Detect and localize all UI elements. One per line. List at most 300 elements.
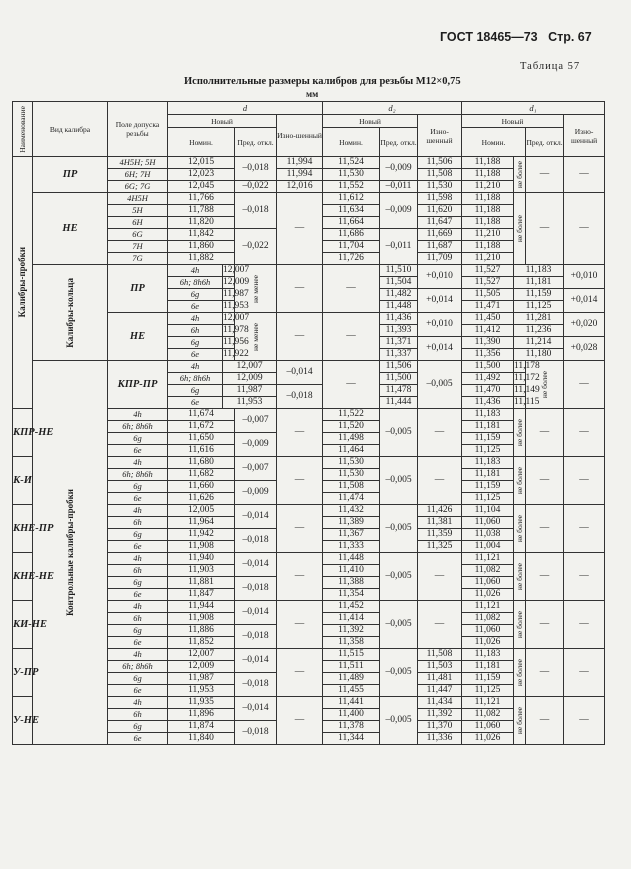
d2-nominal: 11,358: [323, 637, 380, 649]
d1-nominal: 11,026: [462, 637, 514, 649]
header-name-col: Наименование: [13, 102, 33, 157]
d1-deviation: —: [526, 601, 564, 649]
tolerance-field: 6h; 8h6h: [108, 469, 168, 481]
tolerance-field: 4h: [108, 457, 168, 469]
gauge-kind: У-ПР: [13, 649, 33, 697]
d1-nominal: 11,125: [462, 685, 514, 697]
d-nominal: 11,766: [168, 193, 235, 205]
d1-nominal: 11,159: [462, 673, 514, 685]
d-nominal: 12,005: [168, 505, 235, 517]
tolerance-field: 4h: [108, 505, 168, 517]
d1-nominal: 11,060: [462, 517, 514, 529]
d2-nominal: 11,634: [323, 205, 380, 217]
no-more-note: не более: [514, 157, 526, 193]
d1-nominal: 11,172: [514, 373, 540, 383]
d2-nominal: 11,704: [323, 241, 380, 253]
header-d1-dev: Пред. откл.: [526, 128, 564, 157]
d-worn: —: [277, 601, 323, 649]
d1-deviation: —: [526, 193, 564, 265]
d-nominal: 11,882: [168, 253, 235, 265]
d-nominal: 12,015: [168, 157, 235, 169]
d1-nominal: 11,281: [514, 313, 564, 325]
tolerance-field: 6g: [108, 481, 168, 493]
d1-nominal: 11,060: [462, 577, 514, 589]
d1-deviation: —: [526, 553, 564, 601]
d2-deviation: –0,005: [380, 505, 418, 553]
d-nominal: 11,674: [168, 409, 235, 421]
d1-worn: —: [564, 553, 605, 601]
d1-nominal: 11,121: [462, 553, 514, 565]
d-deviation: –0,014: [277, 361, 323, 385]
d-worn: —: [323, 265, 380, 313]
d1-nominal: 11,188: [462, 217, 514, 229]
d2-deviation: –0,005: [380, 601, 418, 649]
d1-worn: —: [564, 457, 605, 505]
d-deviation: –0,018: [235, 577, 277, 601]
d1-nominal: 11,181: [462, 661, 514, 673]
header-d2-dev: Пред. откл.: [380, 128, 418, 157]
d1-nominal: 11,236: [514, 325, 564, 337]
d-nominal: 11,987: [223, 385, 277, 397]
d2-worn: 11,325: [418, 541, 462, 553]
d2-nominal: 11,515: [323, 649, 380, 661]
d1-worn: —: [564, 601, 605, 649]
d1-nominal: 11,181: [514, 277, 564, 289]
d1-deviation: —: [526, 505, 564, 553]
no-more-note: не более: [514, 409, 526, 457]
d-nominal: 11,874: [168, 721, 235, 733]
tolerance-field: 7G: [108, 253, 168, 265]
tolerance-field: 6h; 8h6h: [168, 373, 223, 385]
d2-worn: 11,426: [418, 505, 462, 517]
d1-nominal: 11,188: [462, 157, 514, 169]
d2-nominal: 11,389: [323, 517, 380, 529]
d1-worn: —: [564, 697, 605, 745]
d-nominal: 11,964: [168, 517, 235, 529]
d2-worn: 11,436: [462, 397, 514, 409]
d-nominal: 11,953: [168, 685, 235, 697]
tolerance-field: 6h; 8h6h: [168, 277, 223, 289]
d-deviation: –0,007: [235, 409, 277, 433]
d2-worn: —: [418, 409, 462, 457]
d-nominal: 11,953: [223, 397, 277, 409]
no-more-note: не более: [526, 361, 564, 409]
d2-nominal: 11,612: [323, 193, 380, 205]
d-deviation: –0,014: [235, 553, 277, 577]
d2-worn: 11,527: [462, 265, 514, 277]
d2-worn: 11,508: [418, 649, 462, 661]
d2-worn: 11,412: [462, 325, 514, 337]
d-deviation: –0,022: [235, 181, 277, 193]
d-nominal: 11,987: [223, 289, 249, 299]
d-nominal: 11,942: [168, 529, 235, 541]
d2-nominal: 11,482: [380, 289, 418, 301]
gauge-kind: ПР: [108, 265, 168, 313]
no-more-note: не более: [514, 697, 526, 745]
d2-worn: 11,359: [418, 529, 462, 541]
d-deviation: –0,014: [235, 505, 277, 529]
d-nominal: 11,935: [168, 697, 235, 709]
table-row: [13, 265, 605, 277]
header-d2-worn: Изно-шенный: [418, 115, 462, 157]
no-more-note: не более: [514, 505, 526, 553]
d2-nominal: 11,474: [323, 493, 380, 505]
d2-nominal: 11,441: [323, 697, 380, 709]
d1-worn: —: [564, 157, 605, 193]
d1-nominal: 11,104: [462, 505, 514, 517]
header-d2-new: Новый: [323, 115, 418, 128]
tolerance-field: 6g: [108, 625, 168, 637]
d-deviation: —: [277, 313, 323, 361]
d2-deviation: +0,014: [418, 337, 462, 361]
no-more-note: не более: [514, 553, 526, 601]
d-nominal: 11,672: [168, 421, 235, 433]
d-deviation: –0,007: [235, 457, 277, 481]
d-nominal: 12,007: [223, 265, 250, 275]
page-number: Стр. 67: [548, 30, 592, 44]
tolerance-field: 6e: [108, 685, 168, 697]
d-nominal: 12,007: [223, 361, 277, 373]
tolerance-field: 6h: [108, 565, 168, 577]
gauge-kind: НЕ: [108, 313, 168, 361]
d2-nominal: 11,448: [323, 553, 380, 565]
d-deviation: –0,018: [235, 721, 277, 745]
gauge-kind: КНЕ-ПР: [13, 505, 33, 553]
d1-nominal: 11,082: [462, 709, 514, 721]
table-row: [13, 193, 605, 205]
gauge-kind: НЕ: [33, 193, 108, 265]
tolerance-field: 6h: [108, 517, 168, 529]
d2-nominal: 11,504: [380, 277, 418, 289]
d2-worn: 11,471: [462, 301, 514, 313]
d2-nominal: 11,478: [380, 385, 418, 397]
tolerance-field: 6G; 7G: [108, 181, 168, 193]
no-more-note: не более: [514, 601, 526, 649]
d-worn: —: [277, 697, 323, 745]
d-nominal: 11,650: [168, 433, 235, 445]
d1-nominal: 11,159: [462, 481, 514, 493]
d-nominal: 11,956: [223, 337, 249, 347]
tolerance-field: 6g: [108, 673, 168, 685]
d1-deviation: +0,014: [564, 289, 605, 313]
tolerance-field: 4h: [108, 649, 168, 661]
d2-nominal: 11,522: [323, 409, 380, 421]
tolerance-field: 4h: [108, 601, 168, 613]
d-nominal: 11,682: [168, 469, 235, 481]
d-nominal: 11,953: [223, 301, 249, 311]
group-label: Калибры-пробки: [13, 157, 33, 409]
d2-nominal: 11,530: [323, 457, 380, 469]
d2-nominal: 11,371: [380, 337, 418, 349]
d2-nominal: 11,726: [323, 253, 380, 265]
d2-worn: 11,470: [462, 385, 514, 397]
d2-nominal: 11,367: [323, 529, 380, 541]
no-less-note: не менее: [235, 265, 277, 313]
group-label: Контрольные калибры-пробки: [33, 361, 108, 745]
no-more-note: не более: [514, 457, 526, 505]
d2-nominal: 11,500: [380, 373, 418, 385]
d2-nominal: 11,388: [323, 577, 380, 589]
d1-nominal: 11,181: [462, 469, 514, 481]
gauge-kind: К-И: [13, 457, 33, 505]
gauge-kind: КПР-ПР: [108, 361, 168, 409]
header-d1: d₁: [462, 102, 605, 115]
tolerance-field: 6g: [108, 721, 168, 733]
d2-worn: —: [418, 553, 462, 601]
tolerance-field: 6H; 7H: [108, 169, 168, 181]
d-deviation: –0,018: [235, 673, 277, 697]
d-nominal: 11,852: [168, 637, 235, 649]
header-tol-col: Поле допуска резьбы: [108, 102, 168, 157]
d1-worn: —: [564, 409, 605, 457]
tolerance-field: 6h: [108, 613, 168, 625]
d2-nominal: 11,552: [323, 181, 380, 193]
d-worn: —: [277, 409, 323, 457]
d2-deviation: –0,005: [418, 361, 462, 409]
tolerance-field: 6e: [108, 493, 168, 505]
d-nominal: 11,944: [168, 601, 235, 613]
d-deviation: –0,022: [235, 229, 277, 265]
d2-worn: 11,647: [418, 217, 462, 229]
tolerance-field: 6g: [108, 577, 168, 589]
d1-nominal: 11,125: [462, 445, 514, 457]
d1-deviation: —: [526, 649, 564, 697]
d2-nominal: 11,524: [323, 157, 380, 169]
header-d-nom: Номин.: [168, 128, 235, 157]
tolerance-field: 4h: [168, 361, 223, 373]
d-worn: 11,994: [277, 169, 323, 181]
d1-deviation: —: [526, 157, 564, 193]
d2-nominal: 11,498: [323, 433, 380, 445]
d2-worn: 11,527: [462, 277, 514, 289]
d-nominal: 11,987: [168, 673, 235, 685]
d-deviation: –0,018: [235, 193, 277, 229]
tolerance-field: 6e: [108, 445, 168, 457]
d2-nominal: 11,489: [323, 673, 380, 685]
d2-worn: 11,530: [418, 181, 462, 193]
d-worn: —: [277, 553, 323, 601]
tolerance-field: 4h: [168, 313, 223, 325]
d2-nominal: 11,410: [323, 565, 380, 577]
d1-nominal: 11,004: [462, 541, 514, 553]
d2-worn: 11,336: [418, 733, 462, 745]
doc-number: ГОСТ 18465—73: [440, 30, 538, 44]
d2-worn: 11,434: [418, 697, 462, 709]
gauge-kind: ПР: [33, 157, 108, 193]
d1-nominal: 11,125: [514, 301, 564, 313]
d1-nominal: 11,060: [462, 625, 514, 637]
d2-worn: 11,481: [418, 673, 462, 685]
d1-deviation: —: [526, 409, 564, 457]
d2-worn: 11,620: [418, 205, 462, 217]
d1-nominal: 11,082: [462, 565, 514, 577]
gauge-kind: У-НЕ: [13, 697, 33, 745]
d2-nominal: 11,530: [323, 469, 380, 481]
tolerance-field: 6h; 8h6h: [108, 421, 168, 433]
d1-deviation: —: [526, 697, 564, 745]
d2-deviation: –0,011: [380, 181, 418, 193]
tolerance-field: 4h: [108, 553, 168, 565]
header-d1-nom: Номин.: [462, 128, 526, 157]
d2-nominal: 11,452: [323, 601, 380, 613]
d1-nominal: 11,183: [514, 265, 564, 277]
d-nominal: 11,788: [168, 205, 235, 217]
d1-deviation: +0,010: [564, 265, 605, 289]
gauge-kind: КНЕ-НЕ: [13, 553, 33, 601]
d-worn: —: [277, 457, 323, 505]
d2-worn: 11,392: [418, 709, 462, 721]
d2-worn: 11,503: [418, 661, 462, 673]
d-deviation: –0,009: [235, 433, 277, 457]
d2-nominal: 11,444: [380, 397, 418, 409]
d-deviation: –0,014: [235, 601, 277, 625]
d1-nominal: 11,115: [514, 397, 540, 407]
d2-worn: 11,492: [462, 373, 514, 385]
gauge-kind: КПР-НЕ: [13, 409, 33, 457]
tolerance-field: 6g: [108, 433, 168, 445]
d2-worn: 11,506: [418, 157, 462, 169]
header-d2: d₂: [323, 102, 462, 115]
d2-nominal: 11,511: [323, 661, 380, 673]
tolerance-field: 6H: [108, 217, 168, 229]
d-deviation: —: [277, 265, 323, 313]
d2-worn: 11,356: [462, 349, 514, 361]
d2-deviation: –0,005: [380, 649, 418, 697]
d1-nominal: 11,183: [462, 649, 514, 661]
d2-deviation: –0,005: [380, 409, 418, 457]
d2-deviation: –0,005: [380, 457, 418, 505]
tolerance-field: 5H: [108, 205, 168, 217]
d-worn: 12,016: [277, 181, 323, 193]
d2-nominal: 11,378: [323, 721, 380, 733]
header-d-new: Новый: [168, 115, 277, 128]
d2-deviation: –0,009: [380, 193, 418, 229]
page-header: [440, 30, 592, 44]
d1-worn: —: [564, 505, 605, 553]
d2-worn: 11,505: [462, 289, 514, 301]
tolerance-field: 7H: [108, 241, 168, 253]
d2-worn: 11,669: [418, 229, 462, 241]
d-worn: —: [277, 505, 323, 553]
d2-nominal: 11,455: [323, 685, 380, 697]
d1-nominal: 11,188: [462, 241, 514, 253]
d2-nominal: 11,508: [323, 481, 380, 493]
tolerance-field: 6g: [168, 337, 223, 349]
tolerance-field: 6e: [108, 589, 168, 601]
tolerance-field: 6e: [168, 301, 223, 313]
d2-worn: 11,450: [462, 313, 514, 325]
tolerance-field: 6h; 8h6h: [108, 661, 168, 673]
tolerance-field: 6e: [108, 733, 168, 745]
d-nominal: 12,007: [168, 649, 235, 661]
table-row: [13, 361, 605, 373]
d2-nominal: 11,520: [323, 421, 380, 433]
d2-nominal: 11,393: [380, 325, 418, 337]
d1-nominal: 11,159: [514, 289, 564, 301]
tolerance-field: 4H5H; 5H: [108, 157, 168, 169]
d2-nominal: 11,464: [323, 445, 380, 457]
d-nominal: 11,881: [168, 577, 235, 589]
header-d1-new: Новый: [462, 115, 564, 128]
d2-worn: 11,447: [418, 685, 462, 697]
d2-worn: 11,598: [418, 193, 462, 205]
d-worn: 11,994: [277, 157, 323, 169]
tolerance-field: 6e: [168, 397, 223, 409]
d2-nominal: 11,414: [323, 613, 380, 625]
d-nominal: 11,922: [223, 349, 249, 359]
header-d: d: [168, 102, 323, 115]
d-nominal: 12,009: [168, 661, 235, 673]
d1-nominal: 11,026: [462, 733, 514, 745]
d1-nominal: 11,183: [462, 409, 514, 421]
d1-nominal: 11,188: [462, 205, 514, 217]
header-d-worn: Изно-шенный: [277, 115, 323, 157]
table-unit: мм: [306, 89, 319, 99]
tolerance-field: 4h: [108, 697, 168, 709]
d-nominal: 11,616: [168, 445, 235, 457]
no-more-note: не более: [514, 193, 526, 265]
d-nominal: 11,842: [168, 229, 235, 241]
d2-worn: 11,508: [418, 169, 462, 181]
d1-deviation: +0,028: [564, 337, 605, 361]
d-nominal: 11,660: [168, 481, 235, 493]
d2-nominal: 11,354: [323, 589, 380, 601]
d2-worn: —: [418, 601, 462, 649]
d2-worn: 11,370: [418, 721, 462, 733]
tolerance-field: 6g: [108, 529, 168, 541]
group-label: Калибры-кольца: [33, 265, 108, 361]
d2-nominal: 11,686: [323, 229, 380, 241]
d1-nominal: 11,181: [462, 421, 514, 433]
d1-nominal: 11,183: [462, 457, 514, 469]
tolerance-field: 6e: [168, 349, 223, 361]
tolerance-field: 6g: [168, 385, 223, 397]
d1-nominal: 11,210: [462, 229, 514, 241]
d-nominal: 11,860: [168, 241, 235, 253]
d2-nominal: 11,436: [380, 313, 418, 325]
d2-deviation: –0,005: [380, 697, 418, 745]
d1-nominal: 11,125: [462, 493, 514, 505]
no-less-note: не менее: [235, 313, 277, 361]
d-nominal: 11,886: [168, 625, 235, 637]
d-nominal: 11,978: [223, 325, 249, 335]
tolerance-field: 6e: [108, 541, 168, 553]
tolerance-field: 4h: [108, 409, 168, 421]
d2-deviation: +0,014: [418, 289, 462, 313]
tolerance-field: 4H5H: [108, 193, 168, 205]
d2-nominal: 11,664: [323, 217, 380, 229]
d2-nominal: 11,510: [380, 265, 418, 277]
tolerance-field: 4h: [168, 265, 223, 277]
d-deviation: –0,018: [235, 529, 277, 553]
d-nominal: 12,007: [223, 313, 250, 323]
tolerance-field: 6h: [168, 325, 223, 337]
d-deviation: –0,009: [235, 481, 277, 505]
d2-worn: —: [418, 457, 462, 505]
d2-deviation: –0,005: [380, 553, 418, 601]
d2-deviation: +0,010: [418, 265, 462, 289]
d-nominal: 11,847: [168, 589, 235, 601]
no-more-note: не более: [514, 649, 526, 697]
d-nominal: 11,908: [168, 613, 235, 625]
d1-nominal: 11,178: [514, 361, 540, 371]
d1-nominal: 11,180: [514, 349, 564, 361]
d-worn: —: [323, 313, 380, 361]
d2-nominal: 11,506: [380, 361, 418, 373]
d-nominal: 11,903: [168, 565, 235, 577]
d2-nominal: 11,337: [380, 349, 418, 361]
d-nominal: 11,680: [168, 457, 235, 469]
